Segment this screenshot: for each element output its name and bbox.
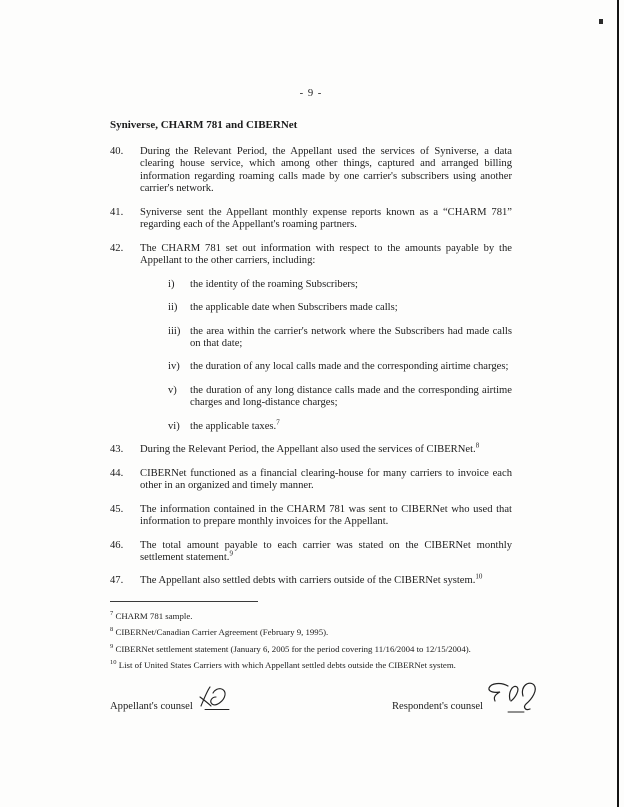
footnote-text: CIBERNet settlement statement (January 6, 2005 for the period covering 11/16/2004 to 12/15/2004). xyxy=(115,643,471,654)
paragraph-number: 42. xyxy=(110,242,124,254)
paragraph-number: 43. xyxy=(110,444,124,456)
list-item-label: iv) xyxy=(168,361,180,373)
paragraph-text xyxy=(140,572,512,587)
paragraph-number: 40. xyxy=(110,146,124,157)
respondent-counsel-signature-cell xyxy=(392,680,540,712)
paragraph-text xyxy=(140,441,512,456)
paragraph-text: The information contained in the CHARM 781 was sent to CIBERNet who used that information to prepare monthly invoices for the Appellant. xyxy=(140,503,512,528)
paragraph-text: CIBERNet functioned as a financial clearing-house for many carriers to invoice each other in an organized and timely manner. xyxy=(140,467,512,492)
footnote-reference-9: 9 xyxy=(229,549,233,558)
paragraph-text: The CHARM 781 set out information with respect to the amounts payable by the Appellant to the other carriers, including: xyxy=(140,242,512,267)
list-item-label: iii) xyxy=(168,325,181,337)
paragraph-45 xyxy=(110,504,512,529)
footnote-block xyxy=(110,601,512,672)
list-item-text: the applicable date when Subscribers made calls; xyxy=(190,302,398,314)
paragraph-text-inner: The Appellant also settled debts with carriers outside of the CIBERNet system. xyxy=(140,575,476,587)
list-item-text: the identity of the roaming Subscribers; xyxy=(190,278,358,290)
footnote-separator-rule xyxy=(110,601,258,602)
list-item-vi xyxy=(168,418,512,433)
paragraph-text: Syniverse sent the Appellant monthly expense reports known as a “CHARM 781” regarding each of the Appellant's roaming partners. xyxy=(140,206,512,231)
list-item-ii xyxy=(168,302,512,314)
appellant-counsel-label: Appellant's counsel xyxy=(110,701,193,713)
list-item-label: ii) xyxy=(168,302,178,314)
respondent-counsel-label: Respondent's counsel xyxy=(391,701,483,713)
list-item-text: the area within the carrier's network where the Subscribers had made calls on that date; xyxy=(190,325,512,349)
footnote-8 xyxy=(110,627,512,638)
footnote-number: 8 xyxy=(110,626,114,634)
respondent-counsel-signature xyxy=(486,680,540,718)
list-item-v xyxy=(168,385,512,410)
list-item-label: i) xyxy=(168,278,175,290)
footnote-number: 9 xyxy=(110,642,114,650)
appellant-counsel-signature xyxy=(196,684,234,712)
section-heading: Syniverse, CHARM 781 and CIBERNet xyxy=(110,119,298,131)
paragraph-text-inner: The total amount payable to each carrier was stated on the CIBERNet monthly settlement statement. xyxy=(140,539,512,563)
footnote-text: CHARM 781 sample. xyxy=(115,610,193,621)
scan-speck xyxy=(599,19,603,24)
list-item-iv xyxy=(168,361,512,373)
footnote-reference-8: 8 xyxy=(475,441,480,450)
paragraph-text-inner: During the Relevant Period, the Appellant also used the services of CIBERNet. xyxy=(140,444,476,456)
paragraph-number: 47. xyxy=(110,575,124,587)
paragraph-number: 44. xyxy=(110,467,124,479)
footnote-9 xyxy=(110,644,512,655)
page-number: - 9 - xyxy=(299,88,323,99)
scan-edge-line xyxy=(617,0,619,807)
signature-row xyxy=(110,680,540,712)
footnote-7 xyxy=(110,611,512,622)
paragraph-text xyxy=(140,540,512,565)
paragraph-text: During the Relevant Period, the Appellant used the services of Syniverse, a data clearing house service, which among other things, captured and arranged billing information regarding roaming calls made by one carrier's subscribers using another carrier's network. xyxy=(140,146,512,195)
paragraph-47 xyxy=(110,572,512,587)
footnote-text: List of United States Carriers with which Appellant settled debts outside the CIBERNet system. xyxy=(118,660,456,671)
appellant-counsel-signature-cell xyxy=(110,684,234,712)
list-item-iii xyxy=(168,326,512,351)
footnote-text: CIBERNet/Canadian Carrier Agreement (February 9, 1995). xyxy=(115,627,329,638)
paragraph-number: 41. xyxy=(110,206,124,218)
list-item-text xyxy=(190,418,512,433)
paragraph-44 xyxy=(110,468,512,493)
paragraph-40 xyxy=(110,146,512,196)
paragraph-46 xyxy=(110,540,512,565)
list-item-text: the duration of any long distance calls made and the corresponding airtime charges and long-distance charges; xyxy=(190,384,512,409)
paragraph-43 xyxy=(110,441,512,456)
list-item-label: vi) xyxy=(168,420,180,432)
list-item-label: v) xyxy=(168,384,177,396)
list-item-text: the duration of any local calls made and the corresponding airtime charges; xyxy=(190,361,509,373)
footnote-number: 10 xyxy=(110,659,117,667)
list-item-text-inner: the applicable taxes. xyxy=(190,420,277,432)
paragraph-number: 46. xyxy=(110,539,124,551)
list-item-i xyxy=(168,279,512,291)
footnote-10 xyxy=(110,660,512,671)
paragraph-number: 45. xyxy=(110,503,124,515)
paragraph-42 xyxy=(110,243,512,268)
footnote-reference-10: 10 xyxy=(475,572,483,581)
document-content xyxy=(110,88,512,712)
footnote-number: 7 xyxy=(110,609,114,617)
paragraph-41 xyxy=(110,207,512,232)
footnote-reference-7: 7 xyxy=(276,418,280,427)
